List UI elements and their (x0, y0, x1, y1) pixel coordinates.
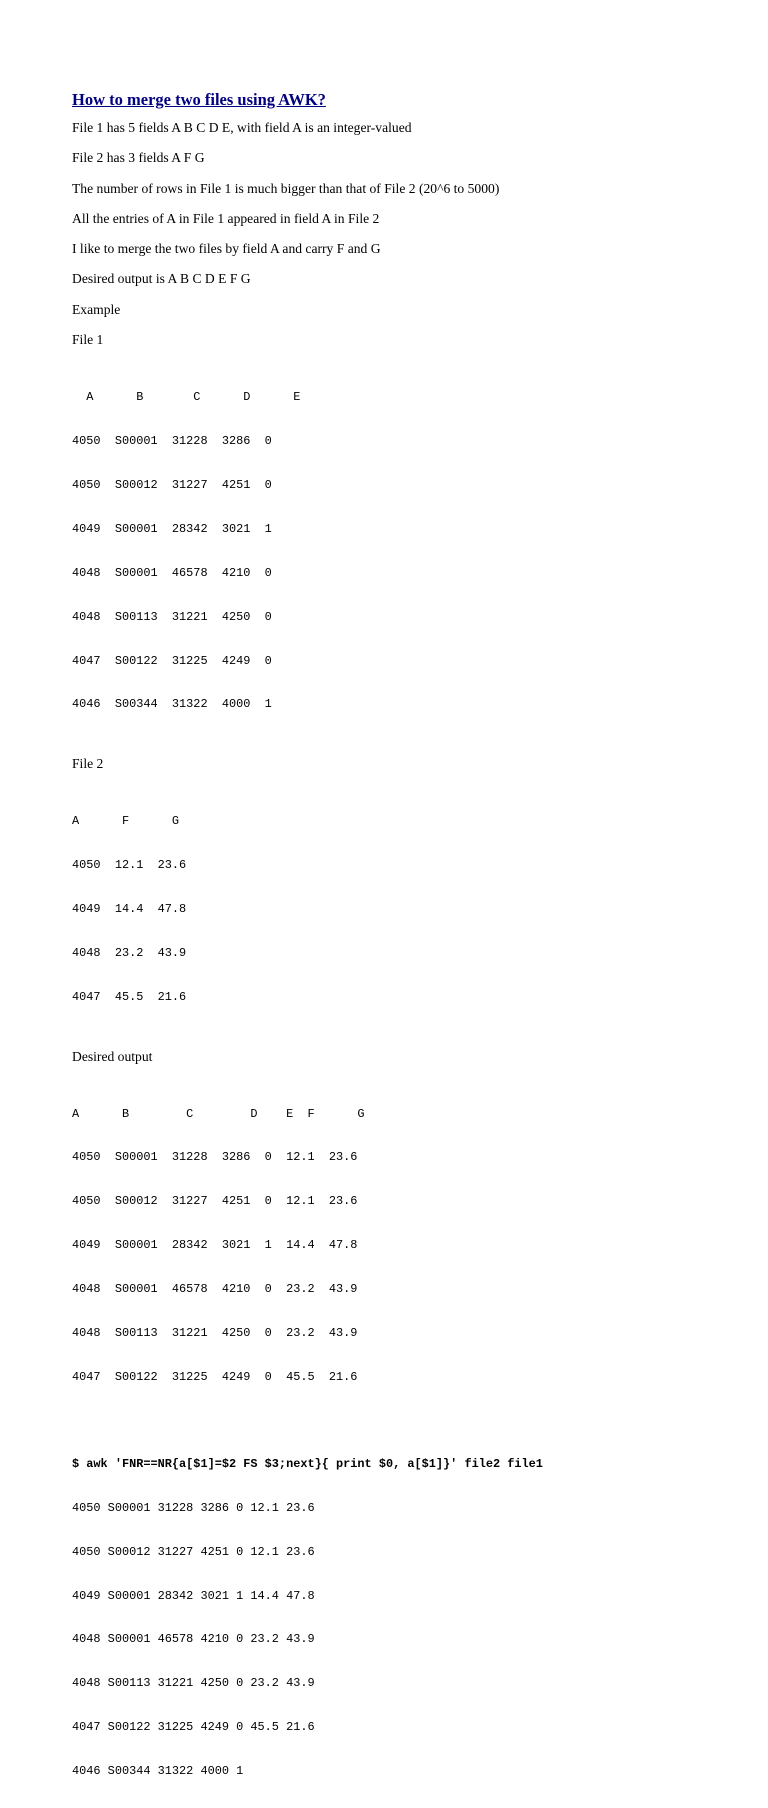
desired-output-row: 4047 S00122 31225 4249 0 45.5 21.6 (72, 1370, 358, 1385)
file2-row: 4049 14.4 47.8 (72, 901, 187, 916)
file1-table (72, 360, 732, 741)
example-heading: Example (72, 301, 121, 317)
page-title-link[interactable]: How to merge two files using AWK? (72, 90, 326, 109)
awk-output-row: 4049 S00001 28342 3021 1 14.4 47.8 (72, 1588, 315, 1603)
file2-table (72, 785, 732, 1034)
awk-answer-block (72, 1427, 732, 1808)
file1-row: 4048 S00001 46578 4210 0 (72, 565, 272, 580)
file1-row: 4050 S00001 31228 3286 0 (72, 433, 272, 448)
desired-output-label: Desired output (72, 1048, 153, 1064)
awk-output-row: 4048 S00001 46578 4210 0 23.2 43.9 (72, 1632, 315, 1647)
desired-output-header: A B C D E F G (72, 1106, 365, 1121)
file1-row: 4046 S00344 31322 4000 1 (72, 697, 272, 712)
awk-command: $ awk 'FNR==NR{a[$1]=$2 FS $3;next}{ print $0, a[$1]}' file2 file1 (72, 1456, 543, 1471)
spacer (72, 1414, 732, 1427)
file1-row: 4050 S00012 31227 4251 0 (72, 477, 272, 492)
file2-row: 4047 45.5 21.6 (72, 989, 187, 1004)
file2-row: 4050 12.1 23.6 (72, 858, 187, 873)
spacer (72, 1034, 732, 1047)
desired-output-row: 4050 S00012 31227 4251 0 12.1 23.6 (72, 1194, 358, 1209)
desired-output-row: 4048 S00113 31221 4250 0 23.2 43.9 (72, 1326, 358, 1341)
file2-header: A F G (72, 814, 180, 829)
document-page (72, 89, 732, 1808)
file2-label: File 2 (72, 756, 104, 772)
file1-label: File 1 (72, 332, 104, 348)
intro-line-fields-file2: File 2 has 3 fields A F G (72, 150, 205, 166)
desired-output-table (72, 1077, 732, 1414)
file2-row: 4048 23.2 43.9 (72, 945, 187, 960)
desired-output-row: 4049 S00001 28342 3021 1 14.4 47.8 (72, 1238, 358, 1253)
desired-output-row: 4050 S00001 31228 3286 0 12.1 23.6 (72, 1150, 358, 1165)
awk-output-row: 4050 S00012 31227 4251 0 12.1 23.6 (72, 1544, 315, 1559)
awk-output-row: 4048 S00113 31221 4250 0 23.2 43.9 (72, 1676, 315, 1691)
awk-output-row: 4050 S00001 31228 3286 0 12.1 23.6 (72, 1500, 315, 1515)
spacer (72, 741, 732, 754)
file1-row: 4049 S00001 28342 3021 1 (72, 521, 272, 536)
file1-row: 4047 S00122 31225 4249 0 (72, 653, 272, 668)
intro-line-entries: All the entries of A in File 1 appeared in field A in File 2 (72, 210, 380, 226)
intro-line-row-count: The number of rows in File 1 is much bigger than that of File 2 (20^6 to 5000) (72, 180, 500, 196)
intro-line-fields-file1: File 1 has 5 fields A B C D E, with field A is an integer-valued (72, 120, 412, 135)
awk-output-row: 4047 S00122 31225 4249 0 45.5 21.6 (72, 1720, 315, 1735)
intro-line-merge: I like to merge the two files by field A and carry F and G (72, 241, 381, 257)
file1-header: A B C D E (72, 389, 301, 404)
desired-output-row: 4048 S00001 46578 4210 0 23.2 43.9 (72, 1282, 358, 1297)
awk-output-row: 4046 S00344 31322 4000 1 (72, 1764, 244, 1779)
file1-row: 4048 S00113 31221 4250 0 (72, 609, 272, 624)
intro-line-desired: Desired output is A B C D E F G (72, 271, 251, 287)
